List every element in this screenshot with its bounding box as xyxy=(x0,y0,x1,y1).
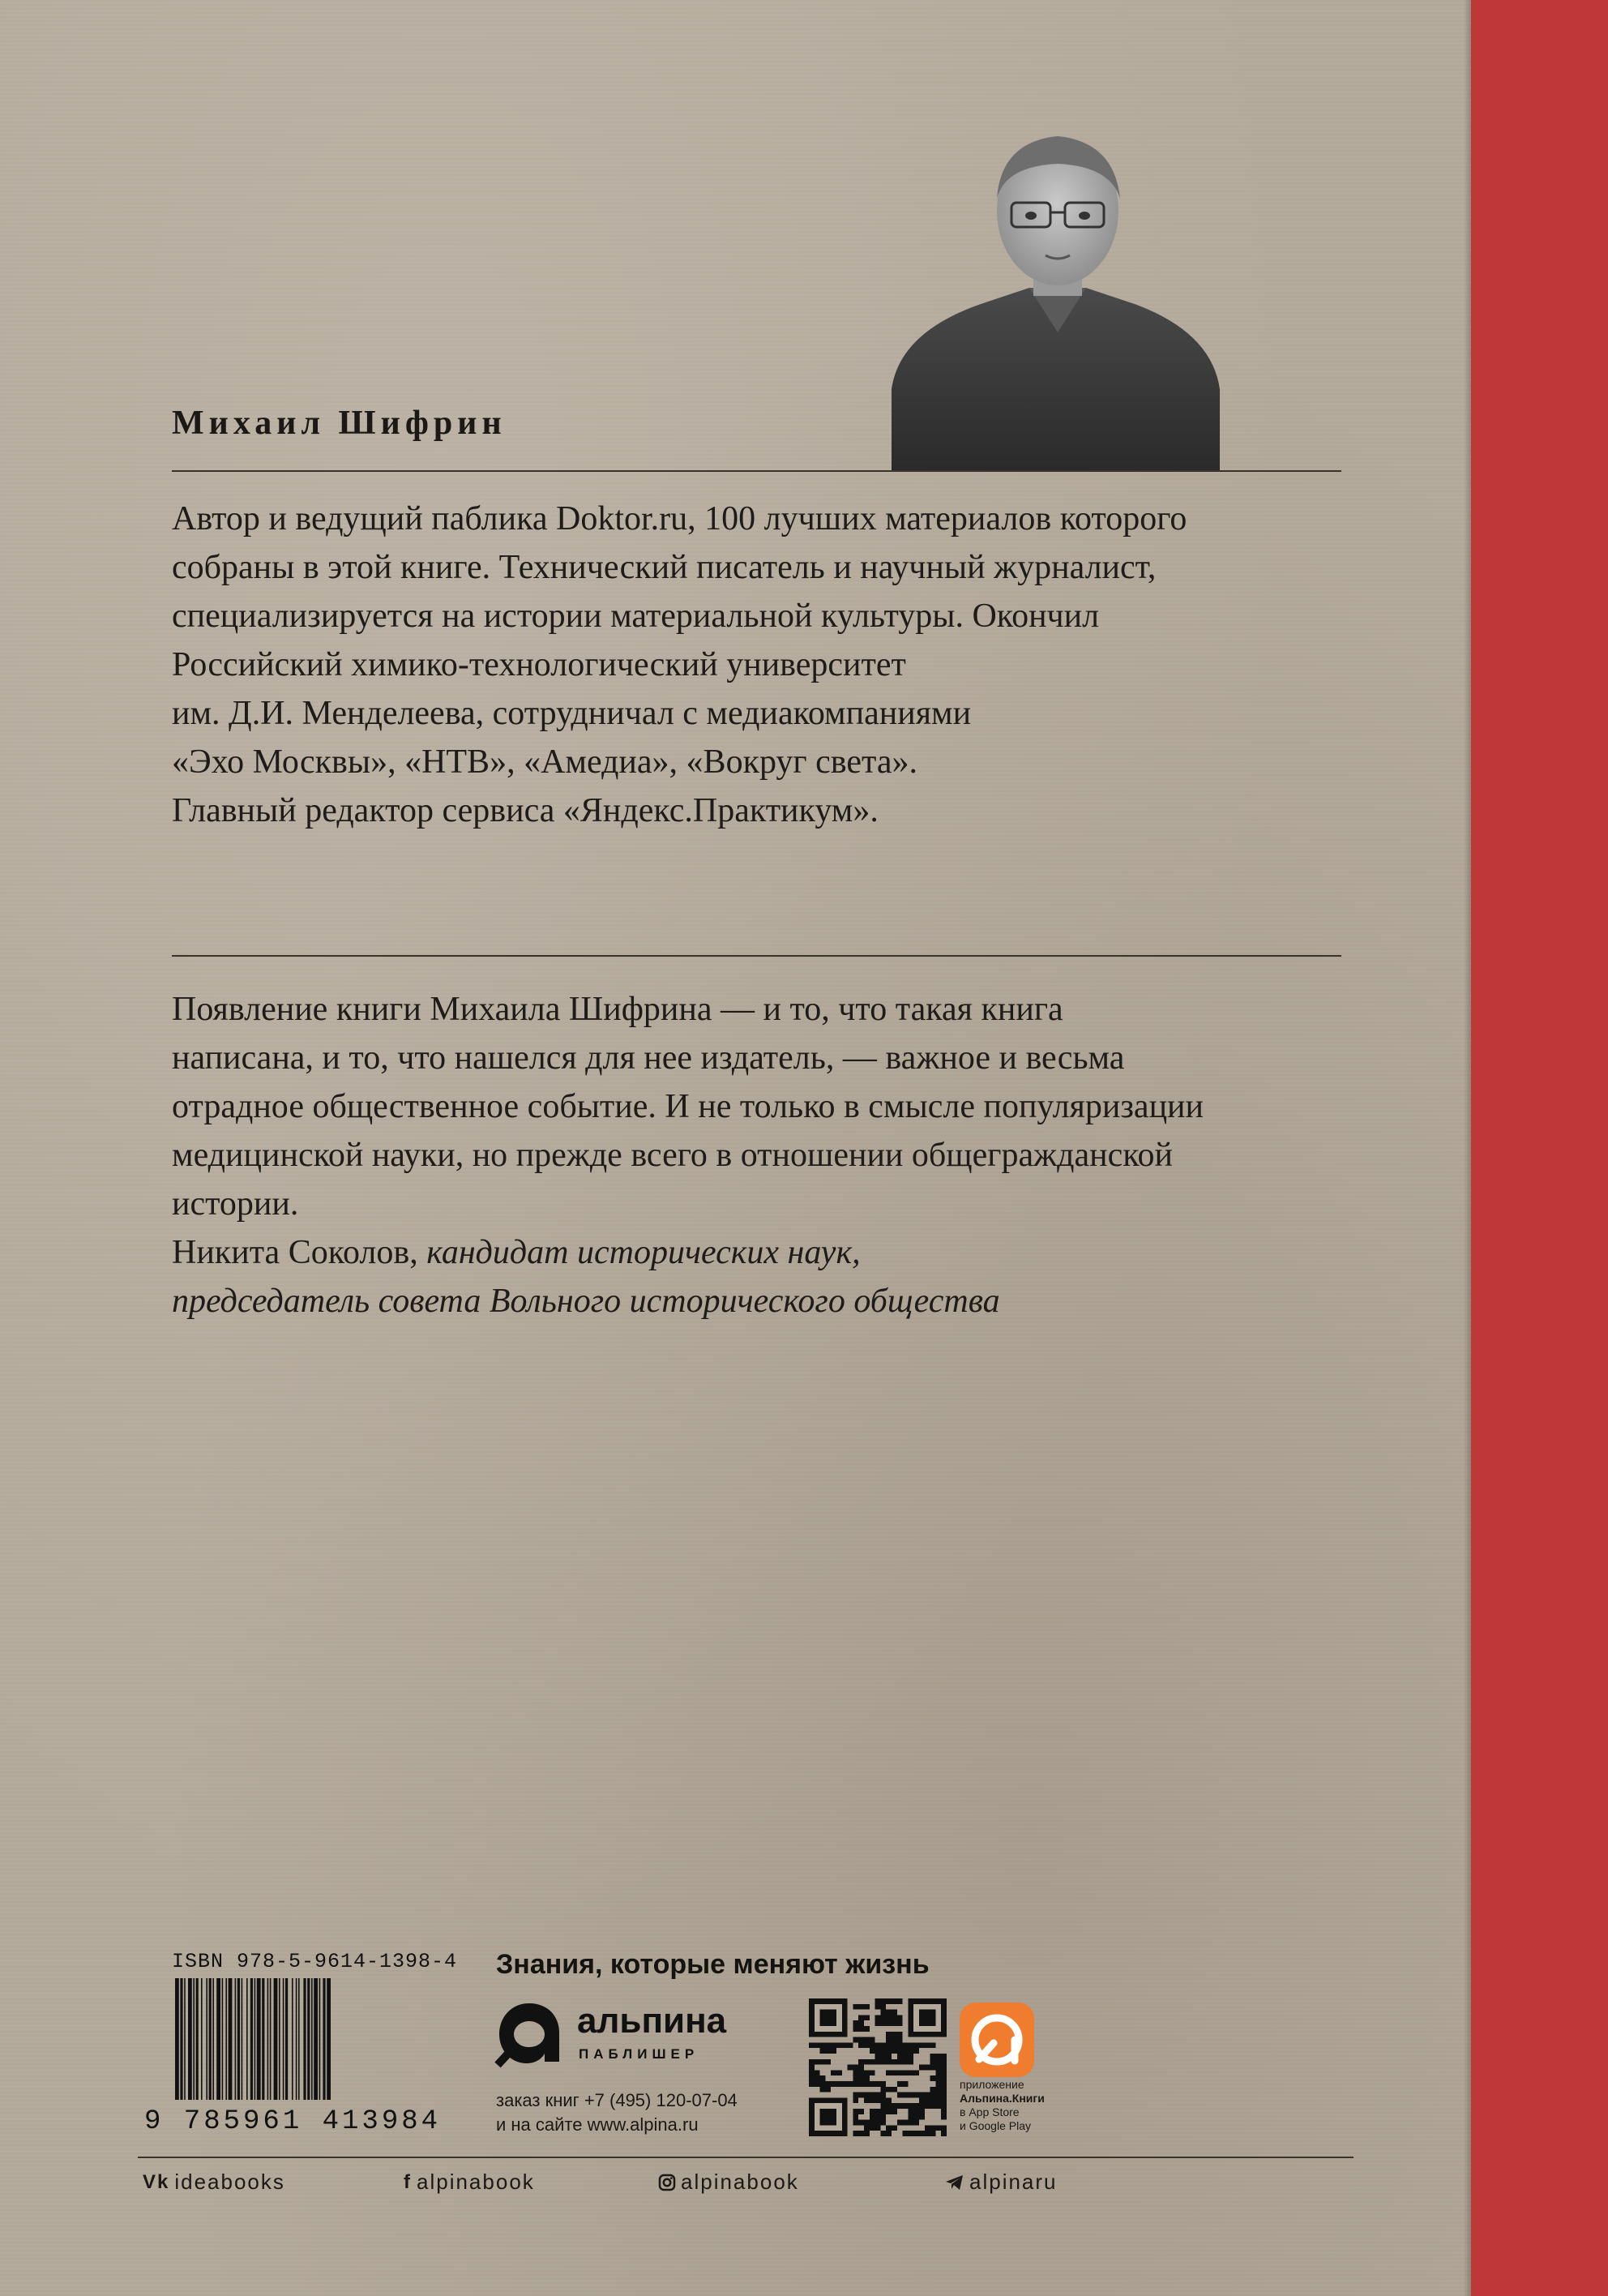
quote-line: написана, и то, что нашелся для нее издатель, — важное и весьма xyxy=(172,1039,1125,1077)
alpina-app-icon xyxy=(960,2003,1034,2077)
quote-line: отрадное общественное событие. И не только в смысле популяризации xyxy=(172,1088,1204,1125)
bio-line: специализируется на истории материальной культуры. Окончил xyxy=(172,598,1100,635)
attribution-name: Никита Соколов, xyxy=(172,1234,427,1271)
alpina-logo-icon xyxy=(493,1997,566,2070)
social-facebook[interactable] xyxy=(404,2170,535,2195)
social-telegram[interactable] xyxy=(945,2170,1058,2195)
author-photo xyxy=(892,122,1220,472)
quote-divider xyxy=(172,955,1341,957)
footer-divider xyxy=(138,2157,1354,2158)
social-handle: ideabooks xyxy=(174,2170,285,2194)
facebook-icon: f xyxy=(404,2170,412,2193)
publisher-name: альпина xyxy=(577,2001,727,2041)
app-line: и Google Play xyxy=(960,2119,1031,2132)
publisher-sub: ПАБЛИШЕР xyxy=(579,2046,699,2062)
bio-line: Главный редактор сервиса «Яндекс.Практикум». xyxy=(172,792,879,829)
attribution-title: кандидат исторических наук, xyxy=(426,1234,861,1271)
order-phone: заказ книг +7 (495) 120-07-04 xyxy=(496,2090,738,2110)
social-vk[interactable] xyxy=(143,2170,285,2195)
app-name: Альпина.Книги xyxy=(960,2092,1045,2105)
order-site: и на сайте www.alpina.ru xyxy=(496,2114,699,2135)
vk-icon: Vk xyxy=(143,2170,170,2193)
barcode xyxy=(172,1978,464,2108)
instagram-icon xyxy=(658,2174,676,2191)
review-quote xyxy=(172,985,1347,1326)
quote-attribution xyxy=(172,1228,1347,1277)
app-caption xyxy=(960,2078,1073,2133)
author-bio xyxy=(172,495,1347,835)
social-instagram[interactable] xyxy=(658,2170,799,2195)
app-icon xyxy=(960,2003,1034,2077)
order-info xyxy=(496,2088,738,2137)
attribution-title-cont: председатель совета Вольного исторического общества xyxy=(172,1283,1000,1320)
publisher-slogan: Знания, которые меняют жизнь xyxy=(496,1949,930,1980)
qr-code xyxy=(809,1998,947,2136)
app-line-bold xyxy=(960,2092,1073,2105)
social-handle: alpinabook xyxy=(417,2170,535,2194)
bio-line: Российский химико-технологический университет xyxy=(172,646,906,683)
red-spine-strip xyxy=(1471,0,1608,2296)
bio-line: Автор и ведущий паблика Doktor.ru, 100 лучших материалов которого xyxy=(172,500,1187,538)
bio-line: «Эхо Москвы», «НТВ», «Амедиа», «Вокруг света». xyxy=(172,743,918,781)
isbn-label: ISBN 978-5-9614-1398-4 xyxy=(172,1950,458,1973)
app-line: в App Store xyxy=(960,2105,1020,2118)
social-handle: alpinabook xyxy=(681,2170,799,2194)
spine-edge-shadow xyxy=(1464,0,1471,2296)
quote-line: Появление книги Михаила Шифрина — и то, что такая книга xyxy=(172,991,1063,1028)
author-divider xyxy=(172,470,1341,472)
quote-line: медицинской науки, но прежде всего в отношении общегражданской xyxy=(172,1137,1174,1174)
app-line: приложение xyxy=(960,2078,1024,2091)
telegram-icon xyxy=(945,2174,964,2191)
bio-line: им. Д.И. Менделеева, сотрудничал с медиакомпаниями xyxy=(172,695,972,732)
social-handle: alpinaru xyxy=(969,2170,1058,2194)
author-name: Михаил Шифрин xyxy=(172,405,507,442)
barcode-digits: 9 785961 413984 xyxy=(144,2106,442,2137)
bio-line: собраны в этой книге. Технический писатель и научный журналист, xyxy=(172,549,1157,586)
quote-line: истории. xyxy=(172,1185,299,1223)
